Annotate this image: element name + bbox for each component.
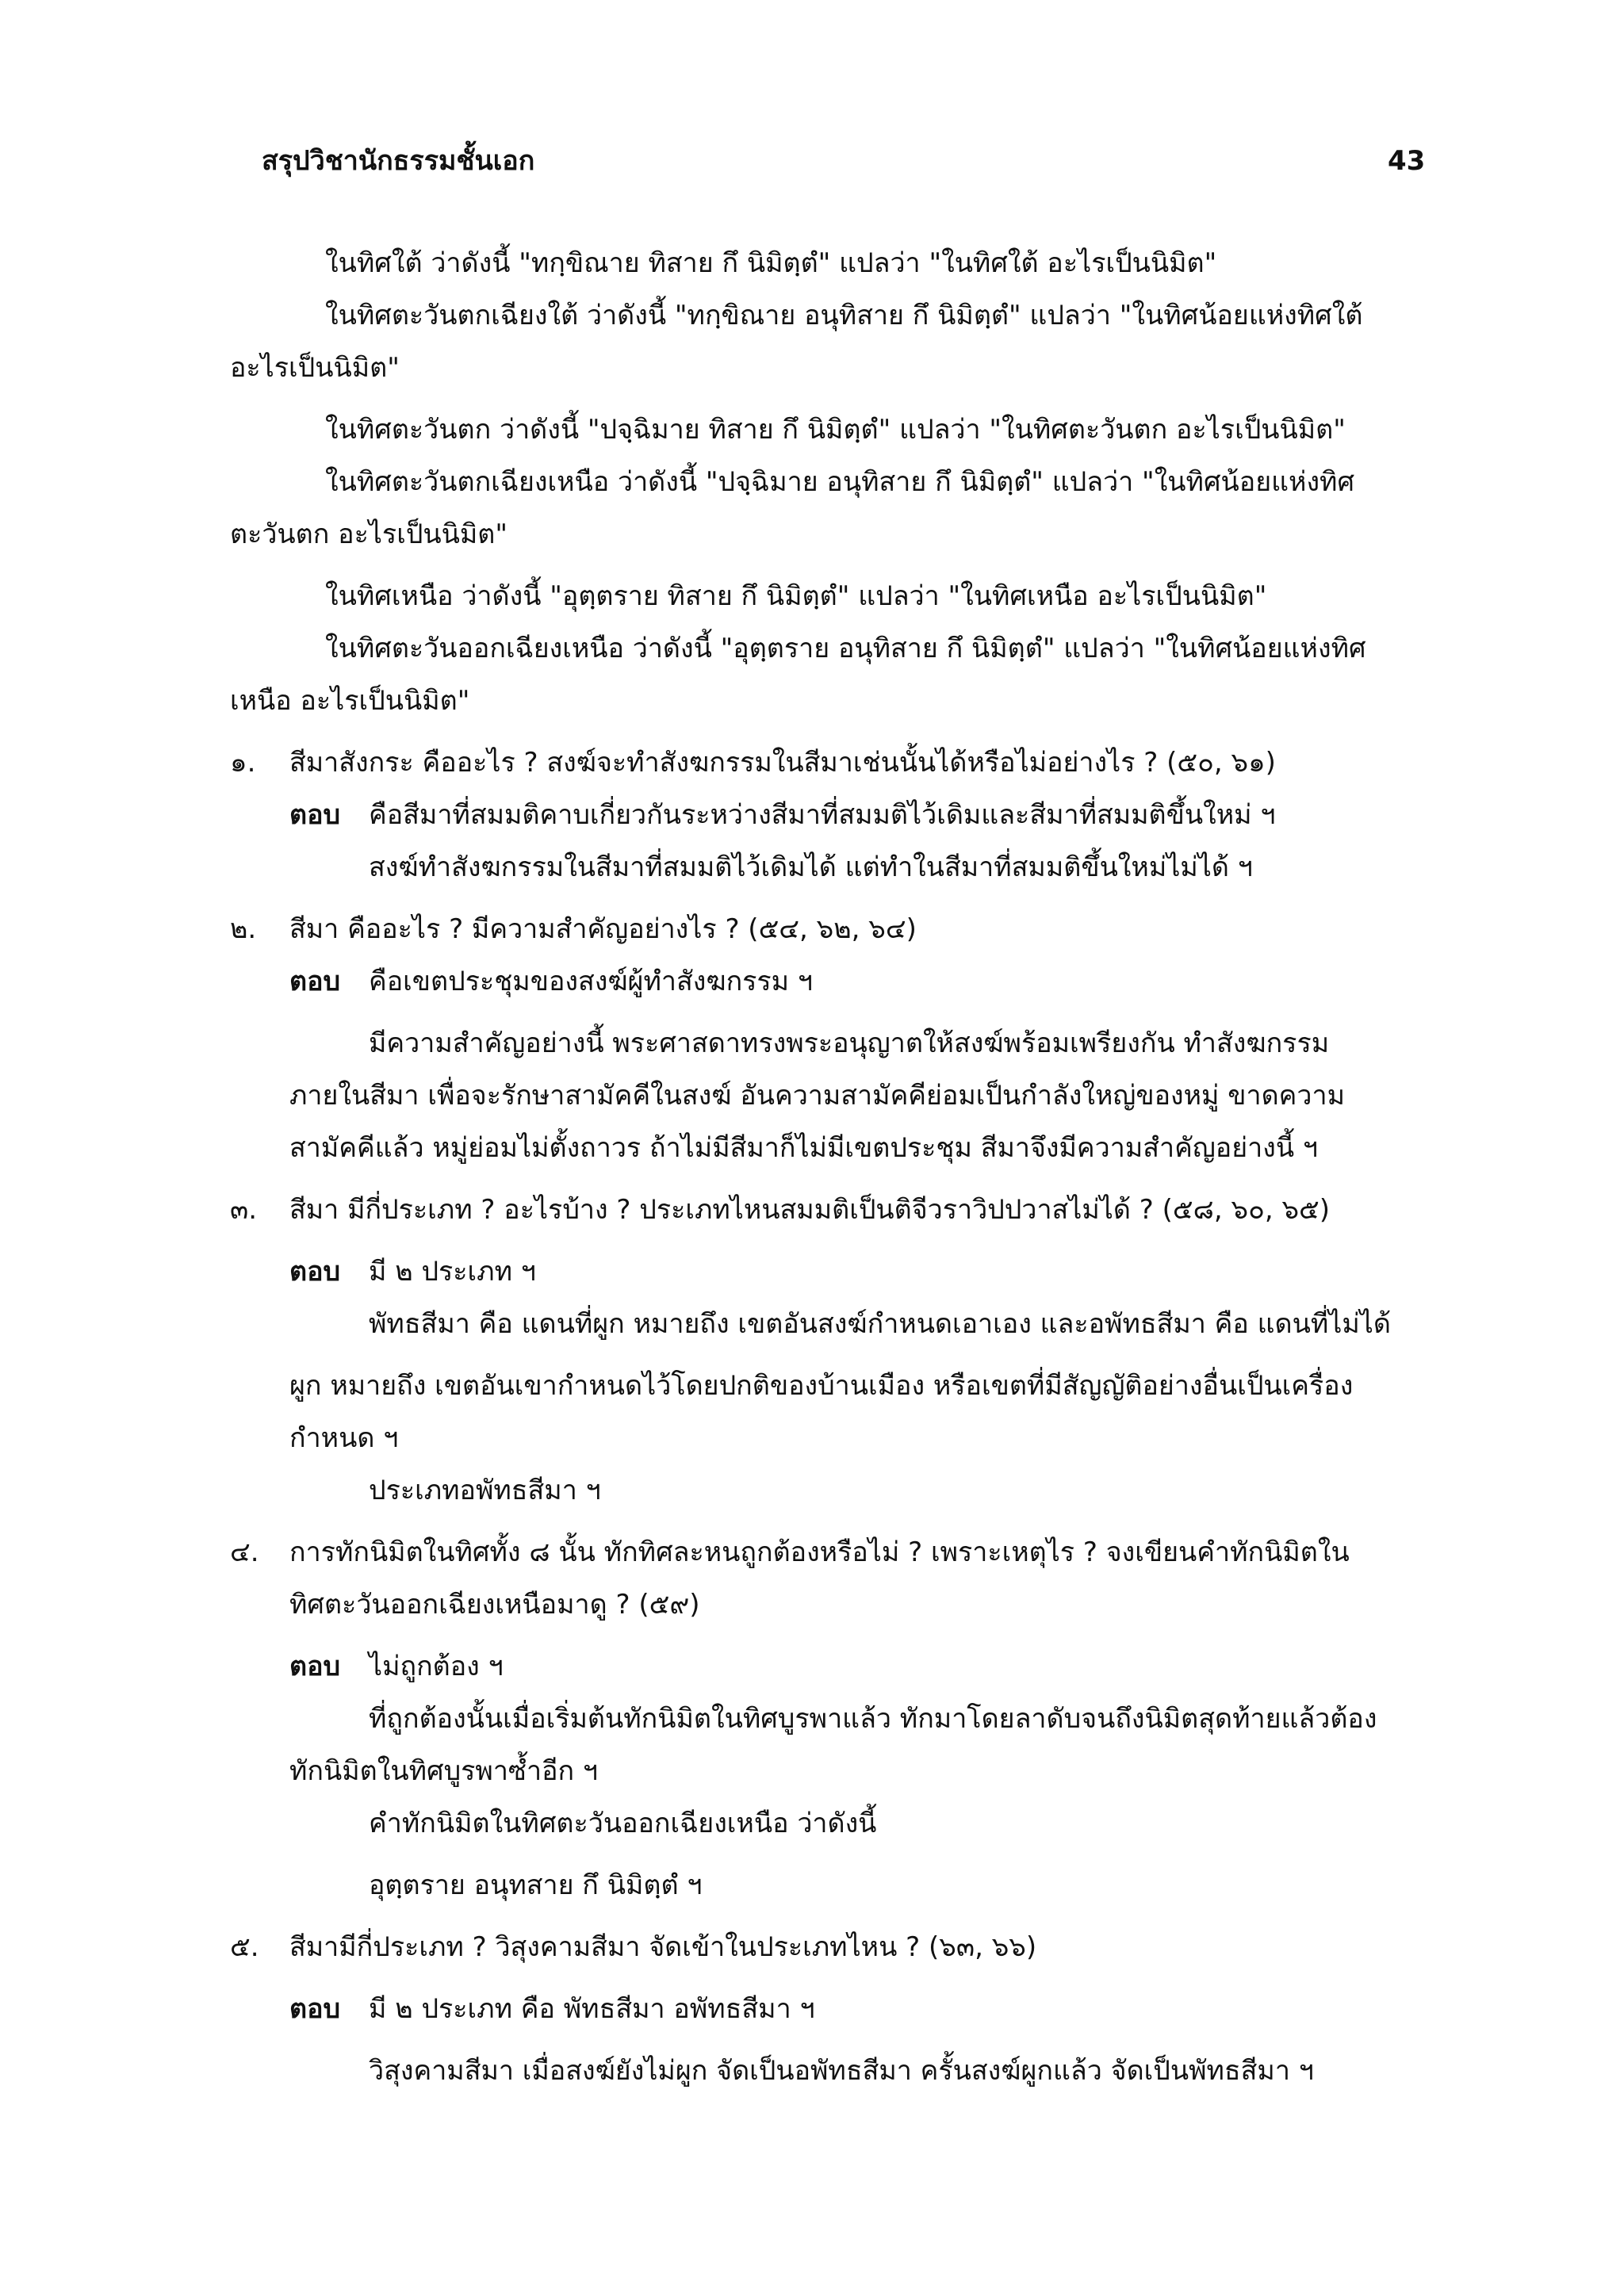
question-number: ๕. — [230, 1931, 259, 1963]
question-text: การทักนิมิตในทิศทั้ง ๘ นั้น ทักทิศละหนถูกต้องหรือไม่ ? เพราะเหตุไร ? จงเขียนคำทักนิมิตใน — [289, 1536, 1350, 1568]
intro-line: เหนือ อะไรเป็นนิมิต" — [230, 685, 470, 717]
answer-line: ที่ถูกต้องนั้นเมื่อเริ่มต้นทักนิมิตในทิศบูรพาแล้ว ทักมาโดยลาดับจนถึงนิมิตสุดท้ายแล้วต้อง — [369, 1703, 1377, 1735]
answer-label: ตอบ — [289, 1256, 341, 1288]
intro-line: อะไรเป็นนิมิต" — [230, 352, 400, 384]
intro-line: ในทิศตะวันตกเฉียงเหนือ ว่าดังนี้ "ปจฺฉิมาย อนุทิสาย กึ นิมิตฺตํ" แปลว่า "ในทิศน้อยแห่งทิศ — [325, 466, 1355, 498]
answer-line: คือสีมาที่สมมติคาบเกี่ยวกันระหว่างสีมาที่สมมติไว้เดิมและสีมาที่สมมติขึ้นใหม่ ฯ — [369, 799, 1276, 831]
intro-line: ในทิศตะวันตก ว่าดังนี้ "ปจฺฉิมาย ทิสาย กึ นิมิตฺตํ" แปลว่า "ในทิศตะวันตก อะไรเป็นนิมิต" — [325, 414, 1346, 446]
header-title: สรุปวิชานักธรรมชั้นเอก — [262, 145, 535, 177]
answer-line: มี ๒ ประเภท ฯ — [369, 1256, 536, 1288]
answer-label: ตอบ — [289, 1651, 341, 1682]
question-number: ๔. — [230, 1536, 259, 1568]
question-text: ทิศตะวันออกเฉียงเหนือมาดู ? (๕๙) — [289, 1589, 700, 1621]
page-number: 43 — [1388, 145, 1426, 177]
intro-line: ในทิศใต้ ว่าดังนี้ "ทกฺขิณาย ทิสาย กึ นิมิตฺตํ" แปลว่า "ในทิศใต้ อะไรเป็นนิมิต" — [325, 247, 1217, 279]
answer-line: ผูก หมายถึง เขตอันเขากำหนดไว้โดยปกติของบ้านเมือง หรือเขตที่มีสัญญัติอย่างอื่นเป็นเครื่อง — [289, 1370, 1354, 1402]
answer-line: สามัคคีแล้ว หมู่ย่อมไม่ตั้งถาวร ถ้าไม่มีสีมาก็ไม่มีเขตประชุม สีมาจึงมีความสำคัญอย่างนี้ ฯ — [289, 1132, 1318, 1164]
answer-label: ตอบ — [289, 1993, 341, 2025]
intro-line: ในทิศตะวันออกเฉียงเหนือ ว่าดังนี้ "อุตฺตราย อนุทิสาย กึ นิมิตฺตํ" แปลว่า "ในทิศน้อยแห่งทิศ — [325, 633, 1366, 664]
answer-line: ภายในสีมา เพื่อจะรักษาสามัคคีในสงฆ์ อันความสามัคคีย่อมเป็นกำลังใหญ่ของหมู่ ขาดความ — [289, 1080, 1345, 1112]
answer-line: วิสุงคามสีมา เมื่อสงฆ์ยังไม่ผูก จัดเป็นอพัทธสีมา ครั้นสงฆ์ผูกแล้ว จัดเป็นพัทธสีมา ฯ — [369, 2055, 1314, 2087]
question-text: สีมามีกี่ประเภท ? วิสุงคามสีมา จัดเข้าในประเภทไหน ? (๖๓, ๖๖) — [289, 1931, 1037, 1963]
answer-line: ประเภทอพัทธสีมา ฯ — [369, 1475, 601, 1506]
answer-line: สงฆ์ทำสังฆกรรมในสีมาที่สมมติไว้เดิมได้ แต่ทำในสีมาที่สมมติขึ้นใหม่ไม่ได้ ฯ — [369, 851, 1253, 883]
answer-line: ทักนิมิตในทิศบูรพาซ้ำอีก ฯ — [289, 1755, 598, 1787]
intro-line: ในทิศเหนือ ว่าดังนี้ "อุตฺตราย ทิสาย กึ นิมิตฺตํ" แปลว่า "ในทิศเหนือ อะไรเป็นนิมิต" — [325, 580, 1267, 612]
question-text: สีมา มีกี่ประเภท ? อะไรบ้าง ? ประเภทไหนสมมติเป็นติจีวราวิปปวาสไม่ได้ ? (๕๘, ๖๐, ๖๕) — [289, 1194, 1331, 1226]
answer-line: มีความสำคัญอย่างนี้ พระศาสดาทรงพระอนุญาตให้สงฆ์พร้อมเพรียงกัน ทำสังฆกรรม — [369, 1027, 1330, 1059]
intro-line: ในทิศตะวันตกเฉียงใต้ ว่าดังนี้ "ทกฺขิณาย อนุทิสาย กึ นิมิตฺตํ" แปลว่า "ในทิศน้อยแห่งทิศใต้ — [325, 300, 1363, 331]
question-text: สีมา คืออะไร ? มีความสำคัญอย่างไร ? (๕๔, ๖๒, ๖๔) — [289, 913, 917, 945]
answer-label: ตอบ — [289, 799, 341, 831]
answer-label: ตอบ — [289, 966, 341, 997]
answer-line: ไม่ถูกต้อง ฯ — [369, 1651, 504, 1682]
intro-line: ตะวันตก อะไรเป็นนิมิต" — [230, 519, 508, 550]
question-text: สีมาสังกระ คืออะไร ? สงฆ์จะทำสังฆกรรมในสีมาเช่นนั้นได้หรือไม่อย่างไร ? (๕๐, ๖๑) — [289, 747, 1276, 779]
answer-line: คำทักนิมิตในทิศตะวันออกเฉียงเหนือ ว่าดังนี้ — [369, 1808, 877, 1839]
answer-line: คือเขตประชุมของสงฆ์ผู้ทำสังฆกรรม ฯ — [369, 966, 813, 997]
answer-line: อุตฺตราย อนุทสาย กึ นิมิตฺตํ ฯ — [369, 1869, 703, 1901]
question-number: ๑. — [230, 747, 256, 779]
question-number: ๓. — [230, 1194, 258, 1226]
question-number: ๒. — [230, 913, 257, 945]
answer-line: มี ๒ ประเภท คือ พัทธสีมา อพัทธสีมา ฯ — [369, 1993, 815, 2025]
answer-line: กำหนด ฯ — [289, 1422, 399, 1454]
answer-line: พัทธสีมา คือ แดนที่ผูก หมายถึง เขตอันสงฆ์กำหนดเอาเอง และอพัทธสีมา คือ แดนที่ไม่ได้ — [369, 1308, 1391, 1340]
